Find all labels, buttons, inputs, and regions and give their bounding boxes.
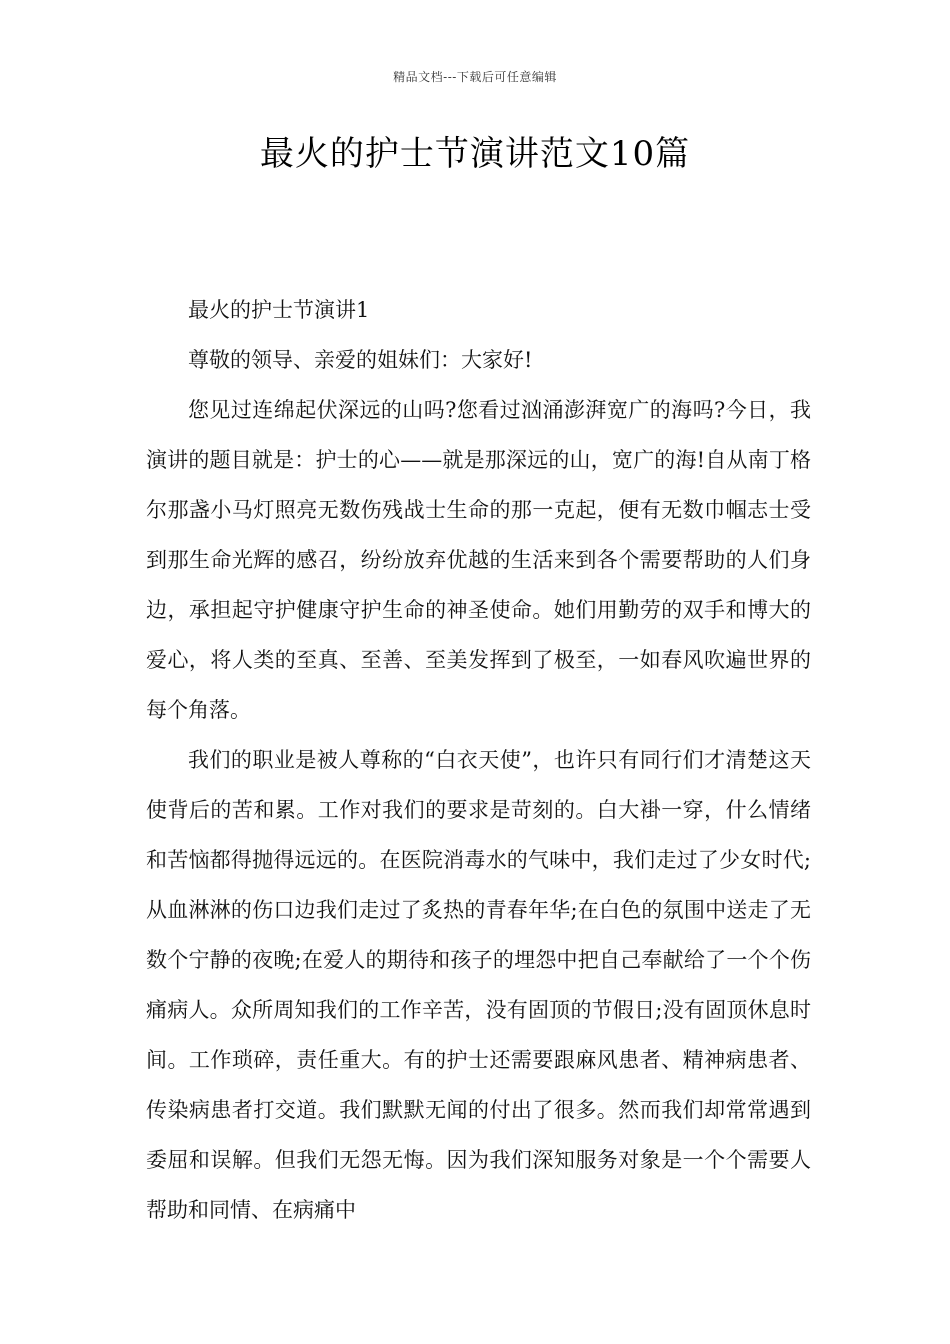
section-heading: 最火的护士节演讲1 <box>188 298 370 322</box>
greeting-paragraph: 尊敬的领导、亲爱的姐妹们：大家好! <box>188 348 533 372</box>
document-body <box>146 285 811 1235</box>
body-paragraph: 您见过连绵起伏深远的山吗?您看过汹涌澎湃宽广的海吗?今日，我演讲的题目就是：护士的心——就是那深远的山，宽广的海!自从南丁格尔那盏小马灯照亮无数伤残战士生命的那一克起，便有无数巾帼志士受到那生命光辉的感召，纷纷放弃优越的生活来到各个需要帮助的人们身边，承担起守护健康守护生命的神圣使命。她们用勤劳的双手和博大的爱心，将人类的至真、至善、至美发挥到了极至，一如春风吹遍世界的每个角落。 <box>146 398 811 722</box>
document-title: 最火的护士节演讲范文10篇 <box>259 134 691 174</box>
body-paragraph: 我们的职业是被人尊称的“白衣天使”，也许只有同行们才清楚这天使背后的苦和累。工作对我们的要求是苛刻的。白大褂一穿，什么情绪和苦恼都得抛得远远的。在医院消毒水的气味中，我们走过了少女时代;从血淋淋的伤口边我们走过了炙热的青春年华;在白色的氛围中送走了无数个宁静的夜晚;在爱人的期待和孩子的埋怨中把自己奉献给了一个个伤痛病人。众所周知我们的工作辛苦，没有固顶的节假日;没有固顶休息时间。工作琐碎，责任重大。有的护士还需要跟麻风患者、精神病患者、传染病患者打交道。我们默默无闻的付出了很多。然而我们却常常遇到委屈和误解。但我们无怨无悔。因为我们深知服务对象是一个个需要人帮助和同情、在病痛中 <box>146 748 811 1222</box>
header-note: 精品文档---下载后可任意编辑 <box>393 70 557 84</box>
